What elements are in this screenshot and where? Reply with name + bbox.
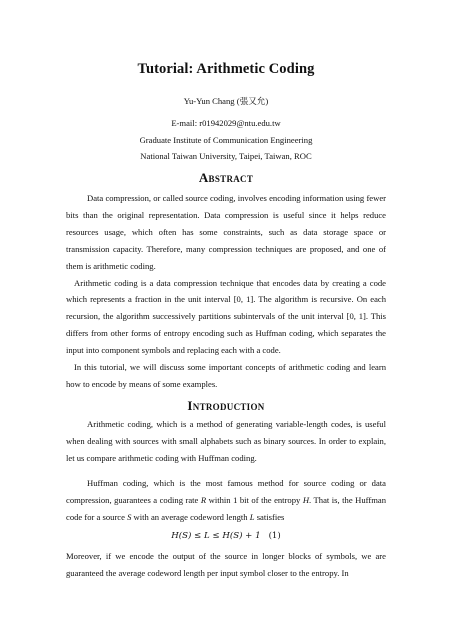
math-var-r: R: [200, 494, 207, 505]
abstract-paragraph-1: Data compression, or called source coding, involves encoding information using fewer bits than the original representation. Data compression is useful since it helps reduce resources usage, which often has some constraints, such as data storage space or transmission capacity. Therefore, many compression techniques are proposed, and one of them is arithmetic coding.: [66, 193, 386, 271]
math-var-s: S: [127, 511, 132, 522]
intro-paragraph-1: Arithmetic coding, which is a method of generating variable-length codes, is useful when dealing with sources with small alphabets such as binary sources. In order to explain, let us compare arithmetic coding with Huffman coding.: [66, 419, 386, 463]
author-email: E-mail: r01942029@ntu.edu.tw: [171, 118, 281, 128]
intro-p2-text-e: satisfies: [256, 511, 285, 522]
intro-paragraph-2: [66, 475, 386, 526]
abstract-paragraph-3: In this tutorial, we will discuss some important concepts of arithmetic coding and learn how to encode by means of some examples.: [66, 362, 386, 389]
abstract-body: [66, 190, 386, 393]
introduction-heading: Introduction: [187, 398, 265, 413]
abstract-paragraph-2: Arithmetic coding is a data compression technique that encodes data by creating a code which represents a fraction in the unit interval [0, 1]. The algorithm is recursive. On each recursion, the algorithm successively partitions subintervals of the unit interval [0, 1]. This differs from other forms of entropy encoding such as Huffman coding, which separates the input into component symbols and replacing each with a code.: [66, 277, 386, 356]
math-var-l: L: [249, 511, 255, 522]
equation-number: (1): [268, 531, 281, 542]
math-var-h: H: [302, 494, 310, 505]
paper-title: Tutorial: Arithmetic Coding: [137, 61, 315, 77]
abstract-heading: Abstract: [198, 170, 254, 185]
author-university: National Taiwan University, Taipei, Taiwan, ROC: [140, 151, 312, 161]
author-name: Yu-Yun Chang (張又允): [183, 96, 269, 106]
intro-p2-text-b: within 1 bit of the entropy: [208, 494, 301, 505]
intro-p2-text-c: . That is, the Huffman code for a source: [66, 494, 386, 522]
intro-paragraph-3: Moreover, if we encode the output of the source in longer blocks of symbols, we are guaranteed the average codeword length per input symbol closer to the entropy. In: [66, 551, 386, 579]
author-institute: Graduate Institute of Communication Engineering: [139, 135, 313, 145]
equation-expression: H(S) ≤ L ≤ H(S) + 1: [171, 531, 261, 542]
intro-p2-text-d: with an average codeword length: [133, 511, 248, 522]
introduction-body: [66, 416, 386, 582]
equation-1: [66, 528, 386, 545]
intro-p2-text-a: Huffman coding, which is the most famous method for source coding or data compression, guarantees a coding rate: [66, 477, 386, 505]
